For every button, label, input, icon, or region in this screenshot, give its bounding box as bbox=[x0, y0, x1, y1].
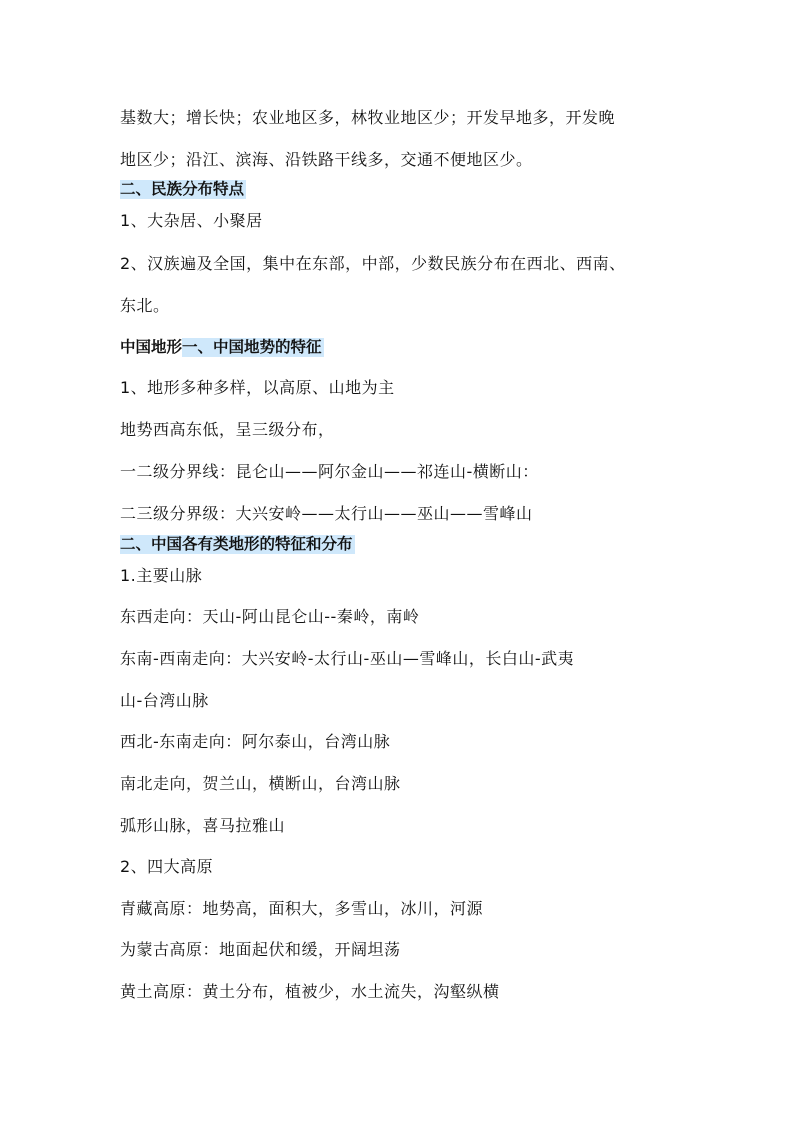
list-item: 东南-西南走向：大兴安岭-太行山-巫山—雪峰山，长白山-武夷 bbox=[120, 649, 575, 668]
list-item-continuation: 东北。 bbox=[120, 296, 170, 315]
list-item: 西北-东南走向：阿尔泰山，台湾山脉 bbox=[120, 732, 391, 751]
list-item: 东西走向：天山-阿山昆仑山--秦岭，南岭 bbox=[120, 607, 420, 626]
section-heading-minzu bbox=[120, 178, 246, 200]
list-item-continuation: 山-台湾山脉 bbox=[120, 691, 209, 710]
list-item: 地势西高东低，呈三级分布， bbox=[120, 420, 335, 439]
list-item: 一二级分界线：昆仑山——阿尔金山——祁连山-横断山： bbox=[120, 462, 539, 481]
paragraph-line: 基数大；增长快；农业地区多，林牧业地区少；开发早地多，开发晚 bbox=[120, 108, 616, 127]
highlighted-heading-text: 一、中国地势的特征 bbox=[182, 338, 322, 356]
highlighted-heading-text: 二、民族分布特点 bbox=[120, 180, 245, 198]
subsection-title: 2、四大高原 bbox=[120, 857, 214, 876]
section-heading-dixing bbox=[120, 336, 324, 358]
list-item: 为蒙古高原：地面起伏和缓，开阔坦荡 bbox=[120, 940, 401, 959]
section-heading-dixing2 bbox=[120, 533, 355, 555]
list-item: 2、汉族遍及全国，集中在东部，中部，少数民族分布在西北、西南、 bbox=[120, 254, 626, 273]
list-item: 黄土高原：黄土分布，植被少，水土流失，沟壑纵横 bbox=[120, 982, 500, 1001]
subsection-title: 1.主要山脉 bbox=[120, 566, 203, 585]
list-item: 弧形山脉，喜马拉雅山 bbox=[120, 816, 286, 835]
highlighted-heading-text: 二、中国各有类地形的特征和分布 bbox=[120, 535, 353, 553]
list-item: 青藏高原：地势高，面积大，多雪山，冰川，河源 bbox=[120, 899, 484, 918]
list-item: 南北走向，贺兰山，横断山，台湾山脉 bbox=[120, 774, 401, 793]
list-item: 1、地形多种多样，以高原、山地为主 bbox=[120, 378, 395, 397]
heading-prefix: 中国地形 bbox=[120, 338, 183, 356]
list-item: 1、大杂居、小聚居 bbox=[120, 211, 263, 230]
paragraph-line: 地区少；沿江、滨海、沿铁路干线多，交通不便地区少。 bbox=[120, 150, 533, 169]
list-item: 二三级分界级：大兴安岭——太行山——巫山——雪峰山 bbox=[120, 504, 533, 523]
